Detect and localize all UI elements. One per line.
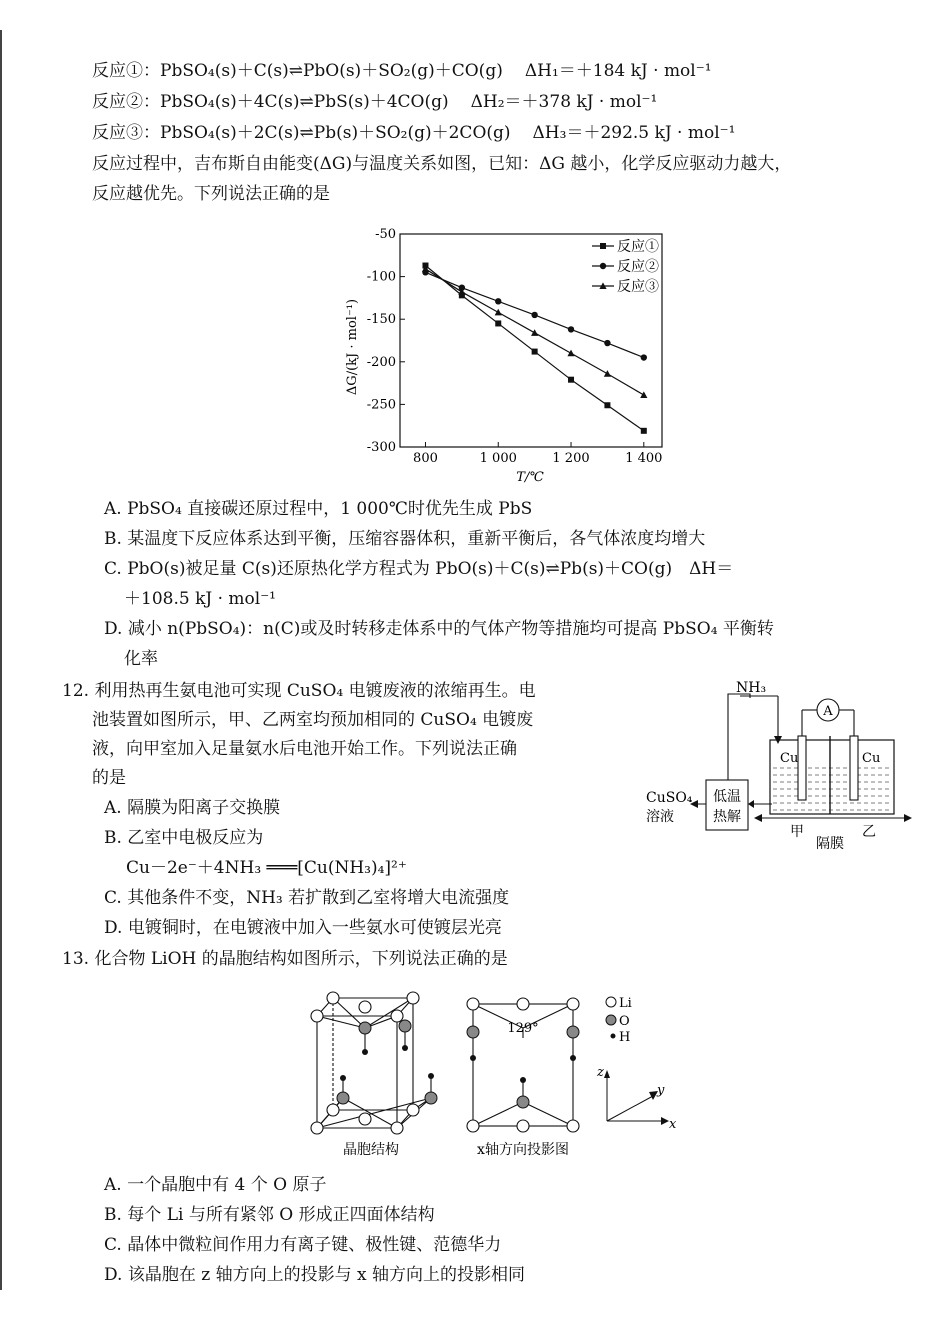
q11-option-d: D. 减小 n(PbSO₄)：n(C)或及时转移走体系中的气体产物等措施均可提高 PbSO₄ 平衡转 [104, 619, 774, 639]
q11-option-a: A. PbSO₄ 直接碳还原过程中，1 000℃时优先生成 PbS [104, 499, 533, 519]
legend-label-1: 反应① [617, 239, 659, 255]
q11-option-c: C. PbO(s)被足量 C(s)还原热化学方程式为 PbO(s)＋C(s)⇌Pb(s)＋CO(g) ΔH＝ [104, 559, 734, 579]
q12-option-b-equation: Cu－2e⁻＋4NH₃ ═══[Cu(NH₃)₄]²⁺ [126, 858, 407, 878]
reaction-3-equation: PbSO₄(s)＋2C(s)⇌Pb(s)＋SO₂(g)＋2CO(g) [160, 123, 511, 143]
y-tick-label: -200 [366, 354, 396, 370]
electrolyte [773, 768, 891, 810]
data-point-3 [640, 391, 647, 398]
data-point-3 [531, 329, 538, 336]
data-point-2 [495, 298, 501, 304]
y-axis-label: ΔG/(kJ · mol⁻¹) [345, 298, 360, 396]
axis-y-label: y [657, 1083, 665, 1098]
lioh-cell-diagram [305, 986, 685, 1162]
cuso4-label-1: CuSO₄ [646, 790, 693, 806]
chamber-jia-label: 甲 [790, 824, 804, 840]
q12-option-b: B. 乙室中电极反应为 [104, 828, 264, 848]
reaction-1-label: 反应①： [92, 61, 160, 81]
q13-option-c: C. 晶体中微粒间作用力有离子键、极性键、范德华力 [104, 1235, 502, 1255]
data-point-2 [604, 340, 610, 346]
reaction-1 [92, 60, 712, 82]
battery-diagram [640, 676, 920, 856]
li-atoms [311, 992, 419, 1134]
q12-option-d: D. 电镀铜时，在电镀液中加入一些氨水可使镀层光亮 [104, 918, 502, 938]
cuso4-label-2: 溶液 [646, 809, 674, 825]
legend-marker-2 [600, 263, 606, 269]
q11-option-d-cont: 化率 [124, 649, 158, 669]
y-tick-label: -100 [366, 269, 396, 285]
legend-label-2: 反应② [617, 259, 659, 275]
legend-marker-1 [600, 243, 606, 249]
membrane-label: 隔膜 [816, 836, 844, 852]
q12-option-a: A. 隔膜为阳离子交换膜 [104, 798, 281, 818]
cu-electrode-right [850, 736, 858, 800]
caption-projection: x轴方向投影图 [477, 1142, 569, 1158]
q12-stem-2: 池装置如图所示，甲、乙两室均预加相同的 CuSO₄ 电镀废 [92, 710, 534, 730]
data-point-2 [568, 326, 574, 332]
nh3-label: NH₃ [736, 680, 767, 696]
cu-left-label: Cu [780, 751, 799, 766]
reaction-2-label: 反应②： [92, 92, 160, 112]
axis-x-label: x [669, 1117, 677, 1132]
q13-stem: 13. 化合物 LiOH 的晶胞结构如图所示，下列说法正确的是 [62, 949, 508, 969]
q13-option-d: D. 该晶胞在 z 轴方向上的投影与 x 轴方向上的投影相同 [104, 1265, 525, 1285]
legend-h: H [619, 1030, 631, 1045]
ammeter-label: A [823, 704, 833, 719]
q12-stem-1: 12. 利用热再生氨电池可实现 CuSO₄ 电镀废液的浓缩再生。电 [62, 681, 536, 701]
h-atoms [340, 1045, 434, 1081]
caption-cell: 晶胞结构 [343, 1142, 399, 1158]
reaction-3-enthalpy: ΔH₃＝＋292.5 kJ · mol⁻¹ [532, 123, 736, 143]
x-tick-label: 1 000 [479, 451, 517, 466]
q13-option-b: B. 每个 Li 与所有紧邻 O 形成正四面体结构 [104, 1205, 435, 1225]
data-point-1 [568, 377, 574, 383]
intro-line-2: 反应越优先。下列说法正确的是 [92, 184, 330, 204]
x-tick-label: 1 400 [625, 451, 663, 466]
data-point-3 [604, 370, 611, 377]
pyrolysis-label-1: 低温 [713, 789, 741, 805]
angle-label: 129° [507, 1021, 539, 1036]
cu-electrode-left [798, 736, 806, 800]
page-left-rule [0, 30, 2, 1290]
data-point-1 [532, 349, 538, 355]
gibbs-chart [330, 222, 675, 490]
q12-stem-3: 液，向甲室加入足量氨水后电池开始工作。下列说法正确 [92, 739, 517, 759]
flow-arrow-right-icon [904, 814, 912, 822]
y-tick-label: -300 [366, 440, 396, 455]
intro-line-1: 反应过程中，吉布斯自由能变(ΔG)与温度关系如图，已知：ΔG 越小，化学反应驱动力越大， [92, 154, 792, 174]
legend-li: Li [619, 996, 632, 1011]
z-arrow-icon [604, 1070, 610, 1078]
q12-option-c: C. 其他条件不变，NH₃ 若扩散到乙室将增大电流强度 [104, 888, 510, 908]
y-tick-label: -150 [366, 312, 396, 328]
cu-right-label: Cu [862, 751, 881, 766]
q13-option-a: A. 一个晶胞中有 4 个 O 原子 [104, 1175, 327, 1195]
li-legend-icon [606, 997, 616, 1007]
reaction-1-enthalpy: ΔH₁＝＋184 kJ · mol⁻¹ [524, 61, 712, 81]
axis-z-label: z [597, 1065, 604, 1080]
q11-option-c-cont: ＋108.5 kJ · mol⁻¹ [124, 589, 276, 609]
pyrolysis-label-2: 热解 [713, 809, 741, 825]
data-point-2 [641, 354, 647, 360]
h-legend-icon [611, 1034, 616, 1039]
reaction-2 [92, 91, 657, 113]
legend-label-3: 反应③ [617, 279, 659, 295]
o-atoms [337, 1020, 437, 1104]
reaction-3-label: 反应③： [92, 123, 160, 143]
flow-arrow-left-icon [754, 814, 762, 822]
data-point-1 [641, 428, 647, 434]
nh3-pipe [728, 694, 750, 780]
q11-option-b: B. 某温度下反应体系达到平衡，压缩容器体积，重新平衡后，各气体浓度均增大 [104, 529, 706, 549]
data-point-2 [531, 312, 537, 318]
reaction-3 [92, 122, 735, 144]
q12-stem-4: 的是 [92, 768, 126, 788]
legend-o: O [619, 1014, 630, 1029]
x-axis-label: T/℃ [516, 470, 544, 485]
data-point-1 [604, 402, 610, 408]
x-tick-label: 800 [413, 451, 438, 466]
o-legend-icon [606, 1015, 616, 1025]
x-arrow-icon [661, 1117, 669, 1125]
reaction-2-equation: PbSO₄(s)＋4C(s)⇌PbS(s)＋4CO(g) [160, 92, 449, 112]
reaction-2-enthalpy: ΔH₂＝＋378 kJ · mol⁻¹ [470, 92, 658, 112]
y-tick-label: -50 [375, 227, 396, 242]
data-point-1 [495, 320, 501, 326]
chamber-yi-label: 乙 [862, 824, 876, 840]
data-point-3 [567, 350, 574, 357]
reaction-1-equation: PbSO₄(s)＋C(s)⇌PbO(s)＋SO₂(g)＋CO(g) [160, 61, 503, 81]
x-tick-label: 1 200 [552, 451, 590, 466]
y-tick-label: -250 [366, 397, 396, 413]
data-point-3 [495, 309, 502, 316]
